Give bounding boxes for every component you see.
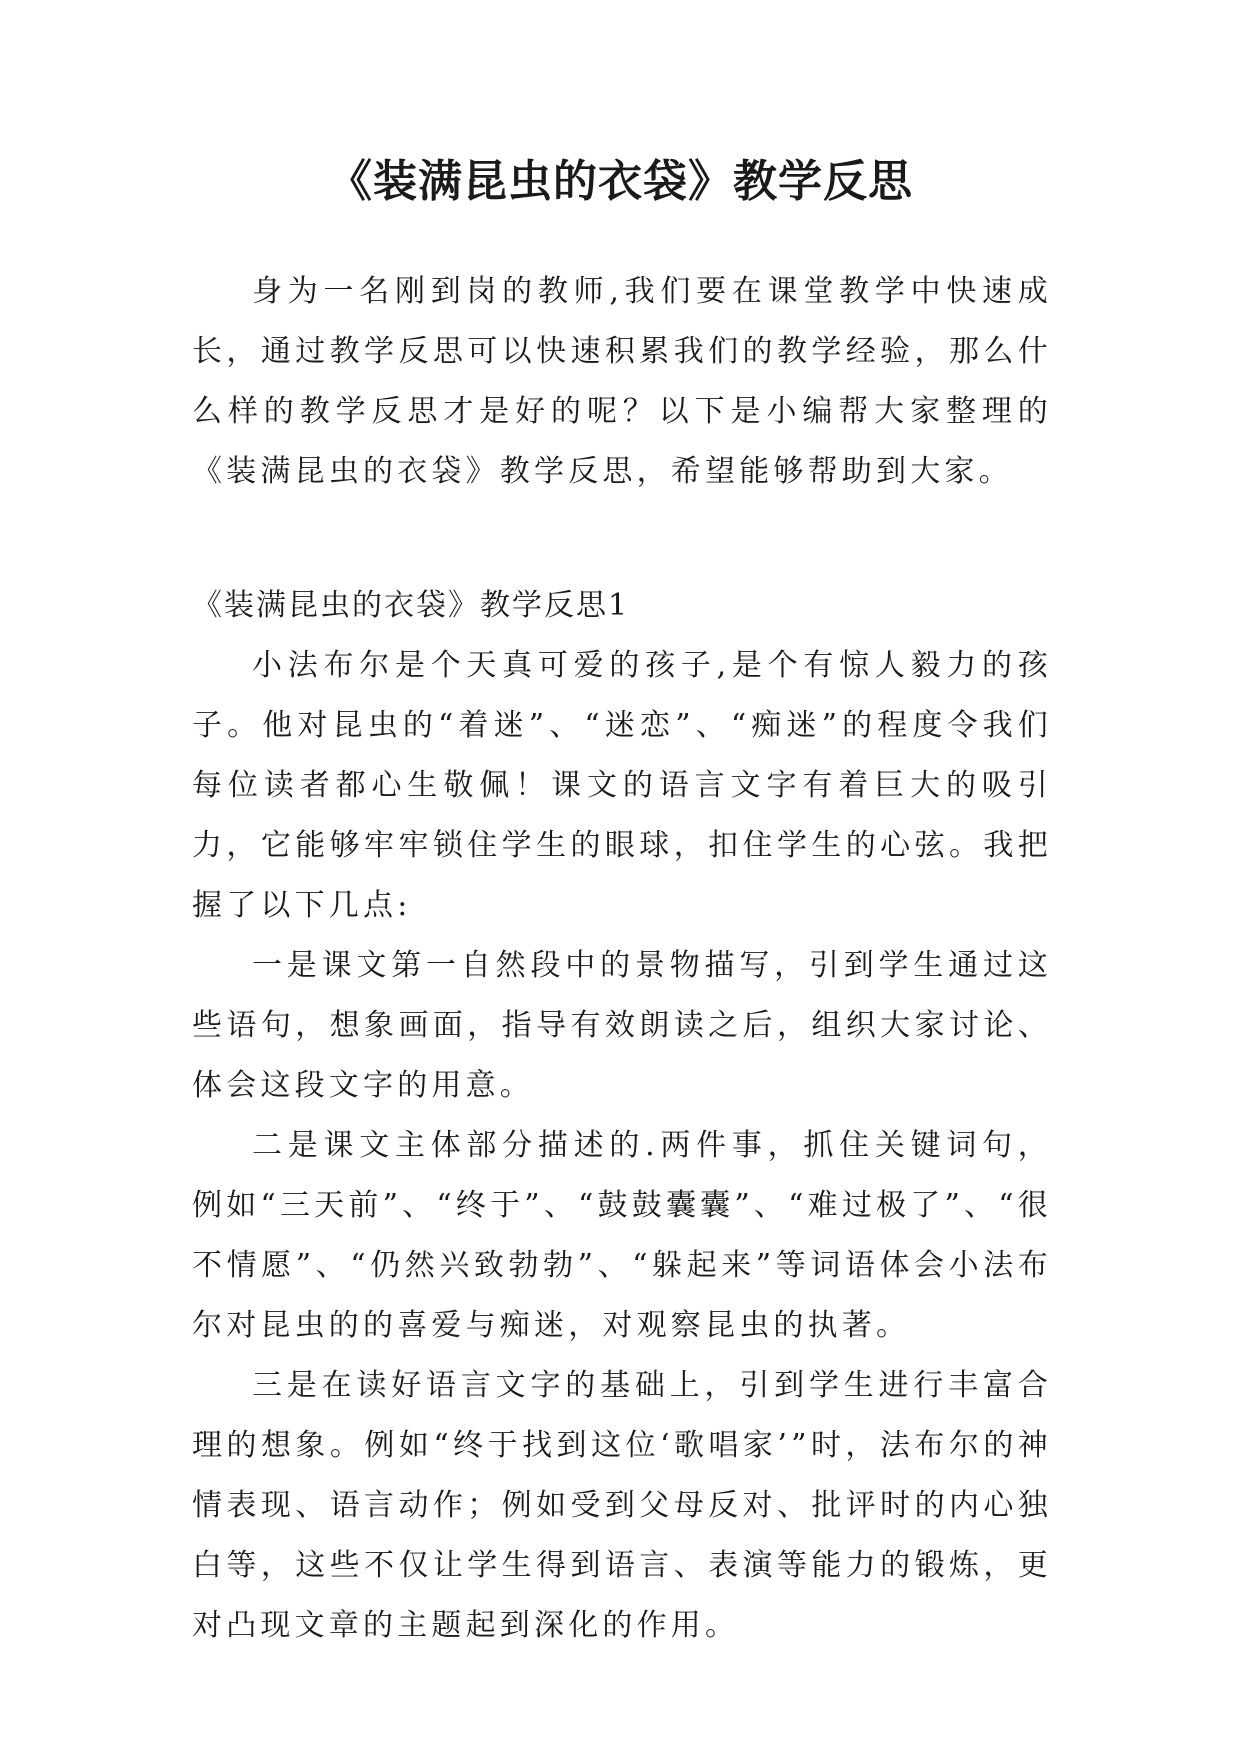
document-title: 《装满昆虫的衣袋》教学反思 (328, 156, 913, 207)
intro-paragraph: 身为一名刚到岗的教师,我们要在课堂教学中快速成长，通过教学反思可以快速积累我们的教学经验，那么什么样的教学反思才是好的呢？以下是小编帮大家整理的《装满昆虫的衣袋》教学反思，希望能够帮助到大家。 (192, 274, 1052, 489)
intro-block (192, 262, 1052, 502)
section-heading: 《装满昆虫的衣袋》教学反思1 (192, 588, 630, 623)
body-paragraph-1: 小法布尔是个天真可爱的孩子,是个有惊人毅力的孩子。他对昆虫的“着迷”、“迷恋”、“痴迷”的程度令我们每位读者都心生敬佩！课文的语言文字有着巨大的吸引力，它能够牢牢锁住学生的眼球，扣住学生的心弦。我把握了以下几点: (192, 648, 1052, 923)
body-paragraph-3: 二是课文主体部分描述的.两件事，抓住关键词句，例如“三天前”、“终于”、“鼓鼓囊囊”、“难过极了”、“很不情愿”、“仍然兴致勃勃”、“躲起来”等词语体会小法布尔对昆虫的的喜爱与痴迷，对观察昆虫的执著。 (192, 1128, 1052, 1343)
body-paragraph-4: 三是在读好语言文字的基础上，引到学生进行丰富合理的想象。例如“终于找到这位‘歌唱家’”时，法布尔的神情表现、语言动作；例如受到父母反对、批评时的内心独白等，这些不仅让学生得到语言、表演等能力的锻炼，更对凸现文章的主题起到深化的作用。 (192, 1368, 1052, 1643)
section-body (192, 636, 1052, 1656)
body-paragraph-2: 一是课文第一自然段中的景物描写，引到学生通过这些语句，想象画面，指导有效朗读之后，组织大家讨论、体会这段文字的用意。 (192, 948, 1052, 1103)
